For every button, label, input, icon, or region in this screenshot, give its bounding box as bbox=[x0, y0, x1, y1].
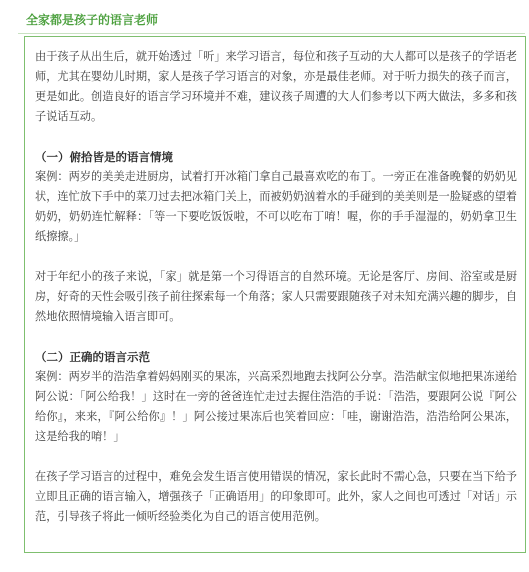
section-1-heading: （一）俯拾皆是的语言情境 bbox=[35, 150, 173, 164]
spacer bbox=[35, 247, 517, 267]
spacer bbox=[35, 127, 517, 147]
spacer bbox=[35, 327, 517, 347]
spacer bbox=[35, 447, 517, 467]
section-2-case: 案例：两岁半的浩浩拿着妈妈刚买的果冻，兴高采烈地跑去找阿公分享。浩浩献宝似地把果冻递给阿公说：「阿公给我！」这时在一旁的爸爸连忙走过去握住浩浩的手说：「浩浩，要跟阿公说『阿公给你』，来来，『阿公给你』！」阿公接过果冻后也笑着回应：「哇，谢谢浩浩，浩浩给阿公果冻，这是给我的唷！」 bbox=[35, 370, 517, 443]
title-divider bbox=[18, 33, 525, 34]
section-1-case: 案例：两岁的美美走进厨房，试着打开冰箱门拿自己最喜欢吃的布丁。一旁正在准备晚餐的奶奶见状，连忙放下手中的菜刀过去把冰箱门关上，而被奶奶汹着水的手碰到的美美则是一脸疑惑的望着奶奶，奶奶连忙解释：「等一下要吃饭饭啦，不可以吃布丁唷！喔，你的手手湿湿的，奶奶拿卫生纸擦擦。」 bbox=[35, 170, 517, 243]
intro-paragraph: 由于孩子从出生后，就开始透过「听」来学习语言，每位和孩子互动的大人都可以是孩子的学语老师，尤其在婴幼儿时期，家人是孩子学习语言的对象，亦是最佳老师。对于听力损失的孩子而言，更是如此。创造良好的语言学习环境并不难，建议孩子周遭的大人们参考以下两大做法，多多和孩子说话互动。 bbox=[35, 50, 517, 123]
page-title: 全家都是孩子的语言老师 bbox=[26, 13, 159, 27]
section-1-body: 对于年纪小的孩子来说，「家」就是第一个习得语言的自然环境。无论是客厅、房间、浴室或是厨房，好奇的天性会吸引孩子前往探索每一个角落；家人只需要跟随孩子对未知充满兴趣的脚步，自然地依照情境输入语言即可。 bbox=[35, 270, 517, 323]
article-content bbox=[35, 47, 517, 527]
section-2-heading: （二）正确的语言示范 bbox=[35, 350, 150, 364]
article-box bbox=[24, 36, 526, 553]
section-2-body: 在孩子学习语言的过程中，难免会发生语言使用错误的情况，家长此时不需心急，只要在当下给予立即且正确的语言输入，增强孩子「正确语用」的印象即可。此外，家人之间也可透过「对话」示范，引导孩子将此一倾听经验类化为自己的语言使用范例。 bbox=[35, 470, 517, 523]
